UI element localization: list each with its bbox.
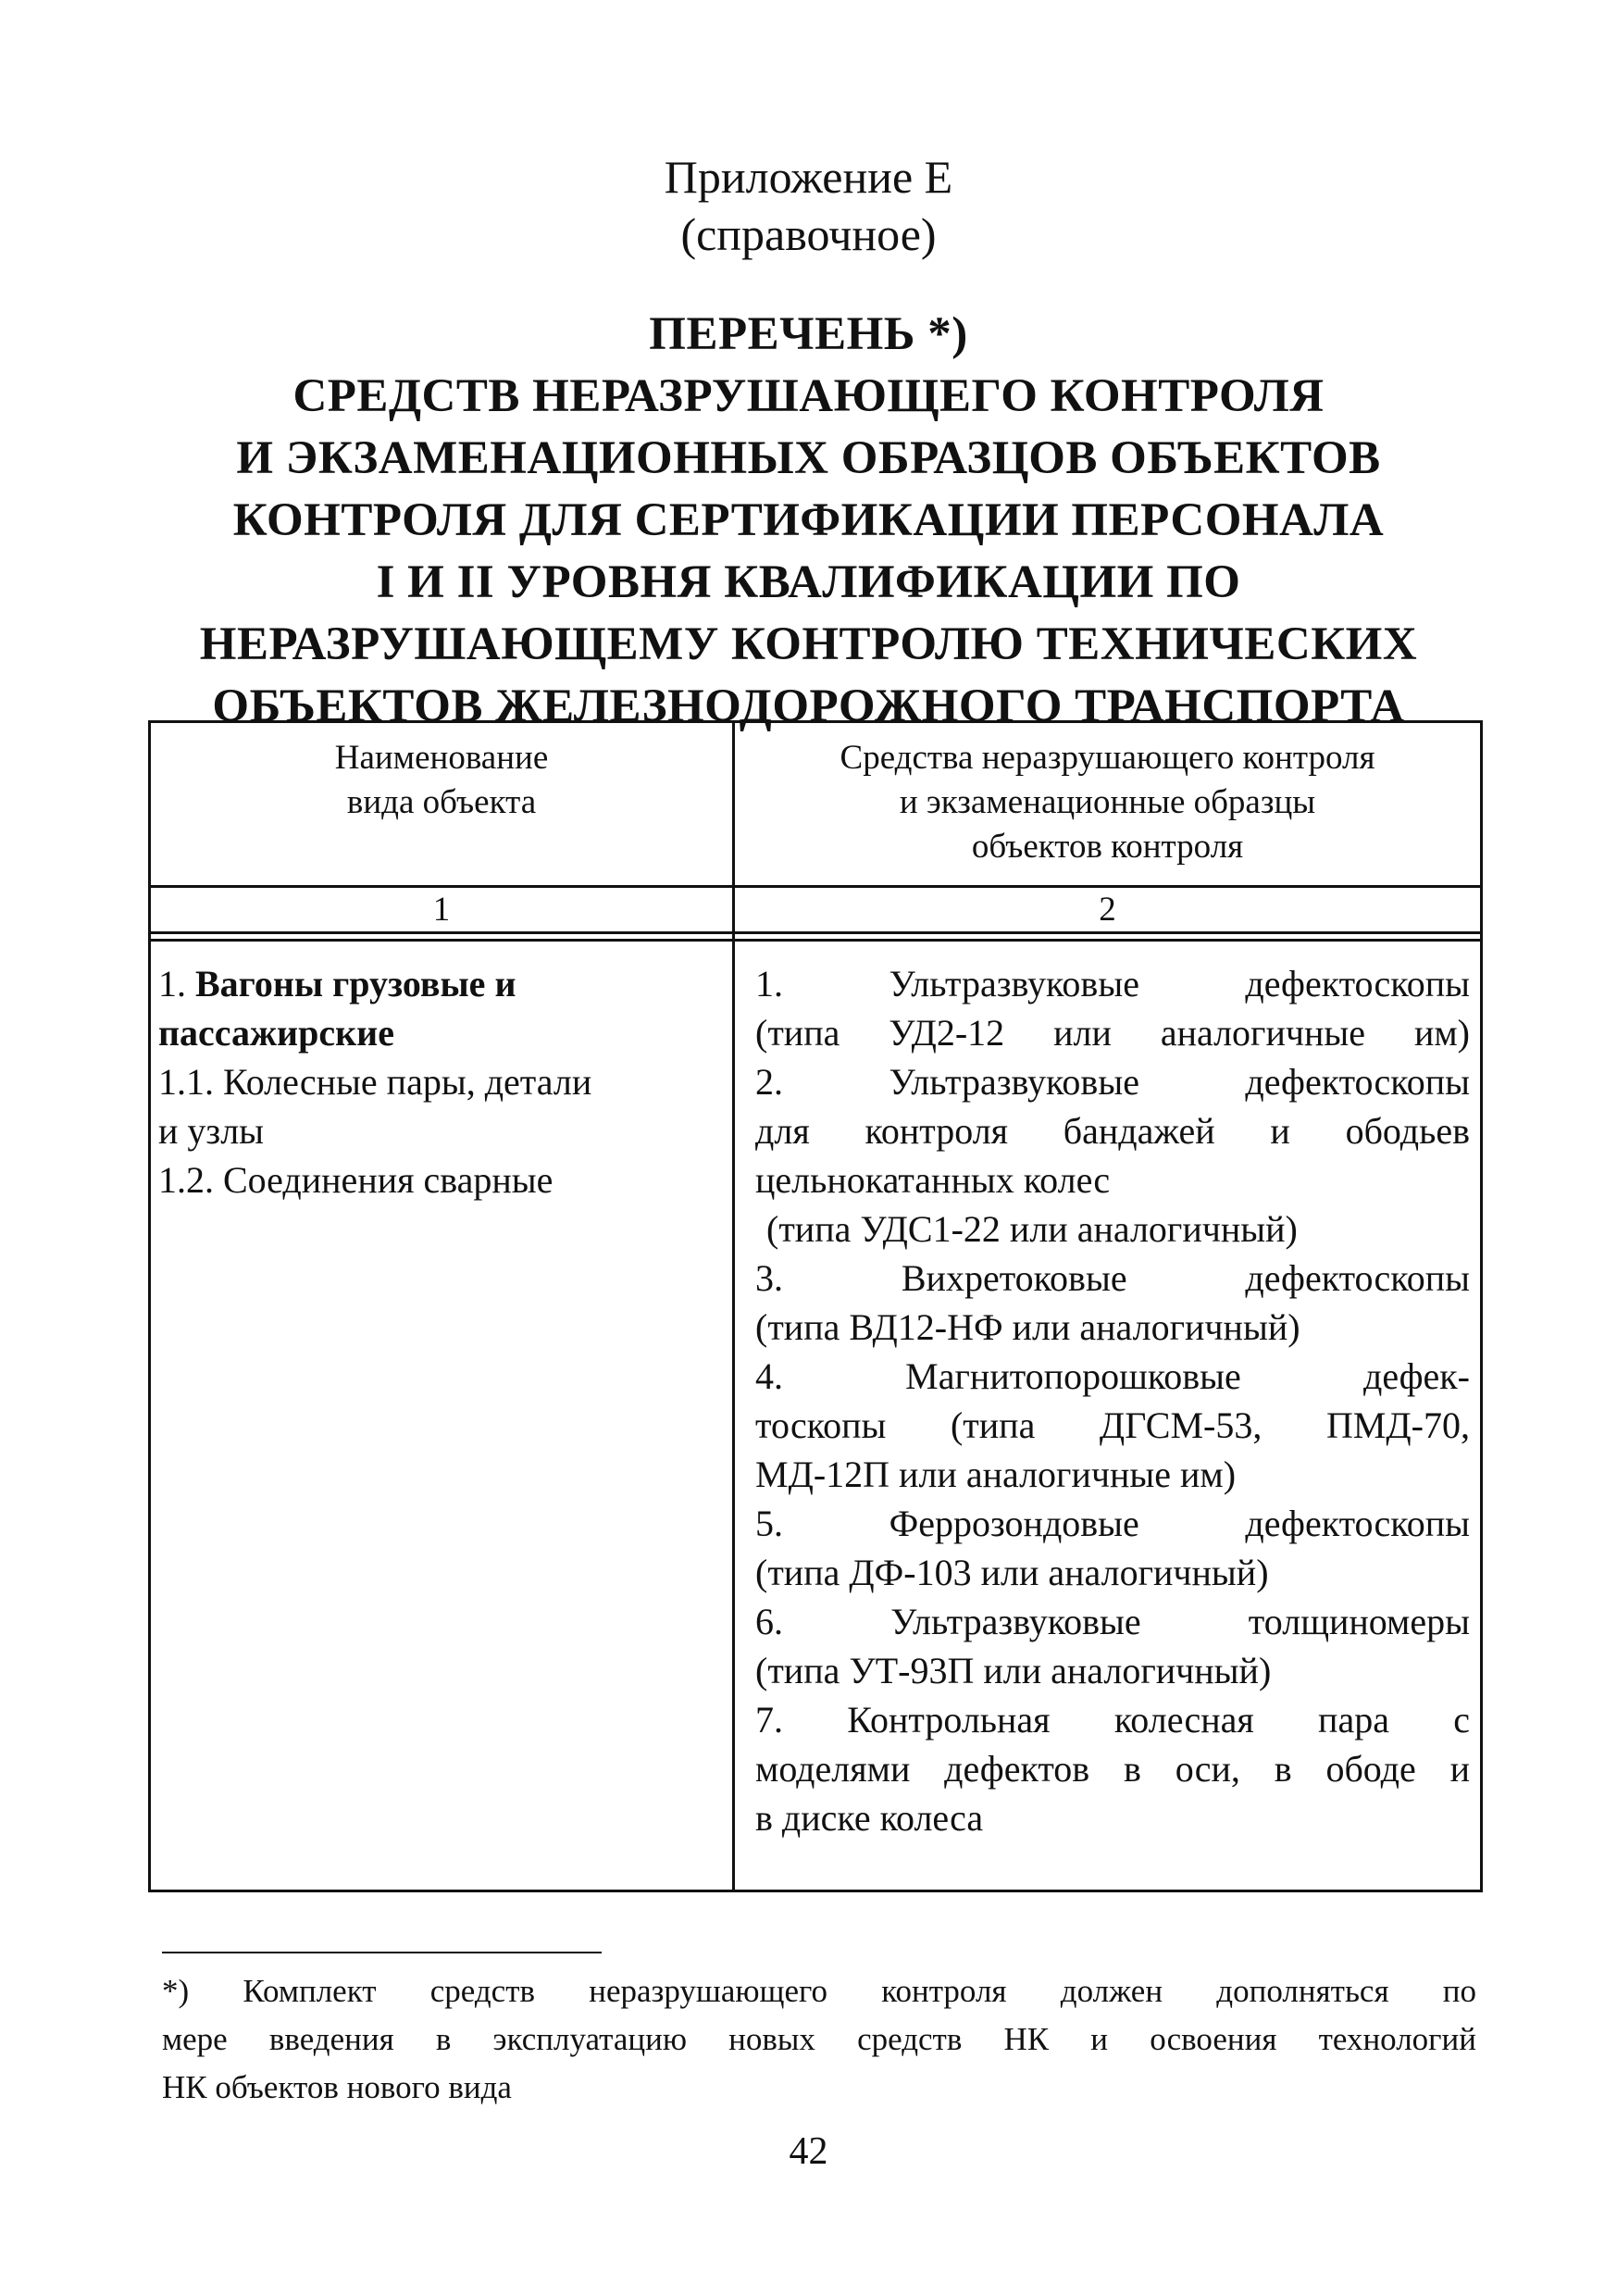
equipment-line: моделями дефектов в оси, в ободе и <box>755 1748 1470 1790</box>
header-rule <box>151 885 1480 888</box>
equipment-line: (типа ДФ-103 или аналогичный) <box>755 1552 1269 1593</box>
equipment-line: 3. Вихретоковые дефектоскопы <box>755 1257 1470 1299</box>
appendix-label: Приложение Е <box>664 151 953 203</box>
footnote-line: *) Комплект средств неразрушающего контроля должен дополняться по <box>162 1973 1476 2009</box>
equipment-line: 2. Ультразвуковые дефектоскопы <box>755 1061 1470 1103</box>
document-title <box>111 304 1506 738</box>
equipment-line: в диске колеса <box>755 1797 984 1839</box>
equipment-line: (типа УДС1-22 или аналогичный) <box>766 1208 1298 1250</box>
title-line: НЕРАЗРУШАЮЩЕМУ КОНТРОЛЮ ТЕХНИЧЕСКИХ <box>199 618 1418 670</box>
equipment-line: 7. Контрольная колесная пара с <box>755 1699 1470 1741</box>
page-number: 42 <box>789 2130 828 2173</box>
equipment-line: 1. Ультразвуковые дефектоскопы <box>755 963 1470 1004</box>
object-type-line: 1.2. Соединения сварные <box>158 1159 554 1201</box>
title-line: ОБЪЕКТОВ ЖЕЛЕЗНОДОРОЖНОГО ТРАНСПОРТА <box>212 680 1405 732</box>
equipment-line: цельнокатанных колес <box>755 1159 1111 1201</box>
footnote <box>162 1967 1476 2112</box>
title-line: I И II УРОВНЯ КВАЛИФИКАЦИИ ПО <box>376 556 1241 608</box>
object-type-line: 1.1. Колесные пары, детали <box>158 1061 592 1103</box>
ndt-equipment-cell <box>755 959 1470 1842</box>
title-line: ПЕРЕЧЕНЬ *) <box>649 308 968 360</box>
equipment-table <box>148 720 1483 1892</box>
equipment-line: МД-12П или аналогичные им) <box>755 1454 1237 1495</box>
footnote-separator <box>162 1952 602 1953</box>
object-type-line: и узлы <box>158 1110 265 1152</box>
footnote-line: мере введения в эксплуатацию новых средств НК и освоения технологий <box>162 2021 1476 2057</box>
equipment-line: для контроля бандажей и ободьев <box>755 1110 1470 1152</box>
equipment-line: тоскопы (типа ДГСМ-53, ПМД-70, <box>755 1404 1470 1446</box>
equipment-line: 5. Феррозондовые дефектоскопы <box>755 1503 1470 1544</box>
equipment-line: (типа ВД12-НФ или аналогичный) <box>755 1306 1300 1348</box>
column-header-ndt-equipment: Средства неразрушающего контроля и экзаменационные образцы объектов контроля <box>840 739 1375 866</box>
object-type-line: пассажирские <box>158 1012 394 1054</box>
number-row-rule-top <box>151 931 1480 934</box>
number-row-rule-bottom <box>151 939 1480 942</box>
equipment-line: 4. Магнитопорошковые дефек- <box>755 1355 1470 1397</box>
equipment-line: 6. Ультразвуковые толщиномеры <box>755 1601 1470 1642</box>
title-line: КОНТРОЛЯ ДЛЯ СЕРТИФИКАЦИИ ПЕРСОНАЛА <box>232 494 1385 546</box>
title-line: СРЕДСТВ НЕРАЗРУШАЮЩЕГО КОНТРОЛЯ <box>292 370 1325 422</box>
equipment-line: (типа УТ-93П или аналогичный) <box>755 1650 1272 1691</box>
object-type-cell <box>158 959 723 1204</box>
appendix-type: (справочное) <box>680 208 937 260</box>
column-number-2: 2 <box>1099 891 1116 929</box>
footnote-line: НК объектов нового вида <box>162 2069 512 2105</box>
column-header-object-type: Наименование вида объекта <box>334 739 549 821</box>
title-line: И ЭКЗАМЕНАЦИОННЫХ ОБРАЗЦОВ ОБЪЕКТОВ <box>236 432 1381 484</box>
wagons-bold-label: Вагоны грузовые и <box>195 963 516 1004</box>
equipment-line: (типа УД2-12 или аналогичные им) <box>755 1012 1470 1054</box>
column-number-1: 1 <box>432 891 451 929</box>
object-type-line: 1. Вагоны грузовые и <box>158 963 516 1004</box>
